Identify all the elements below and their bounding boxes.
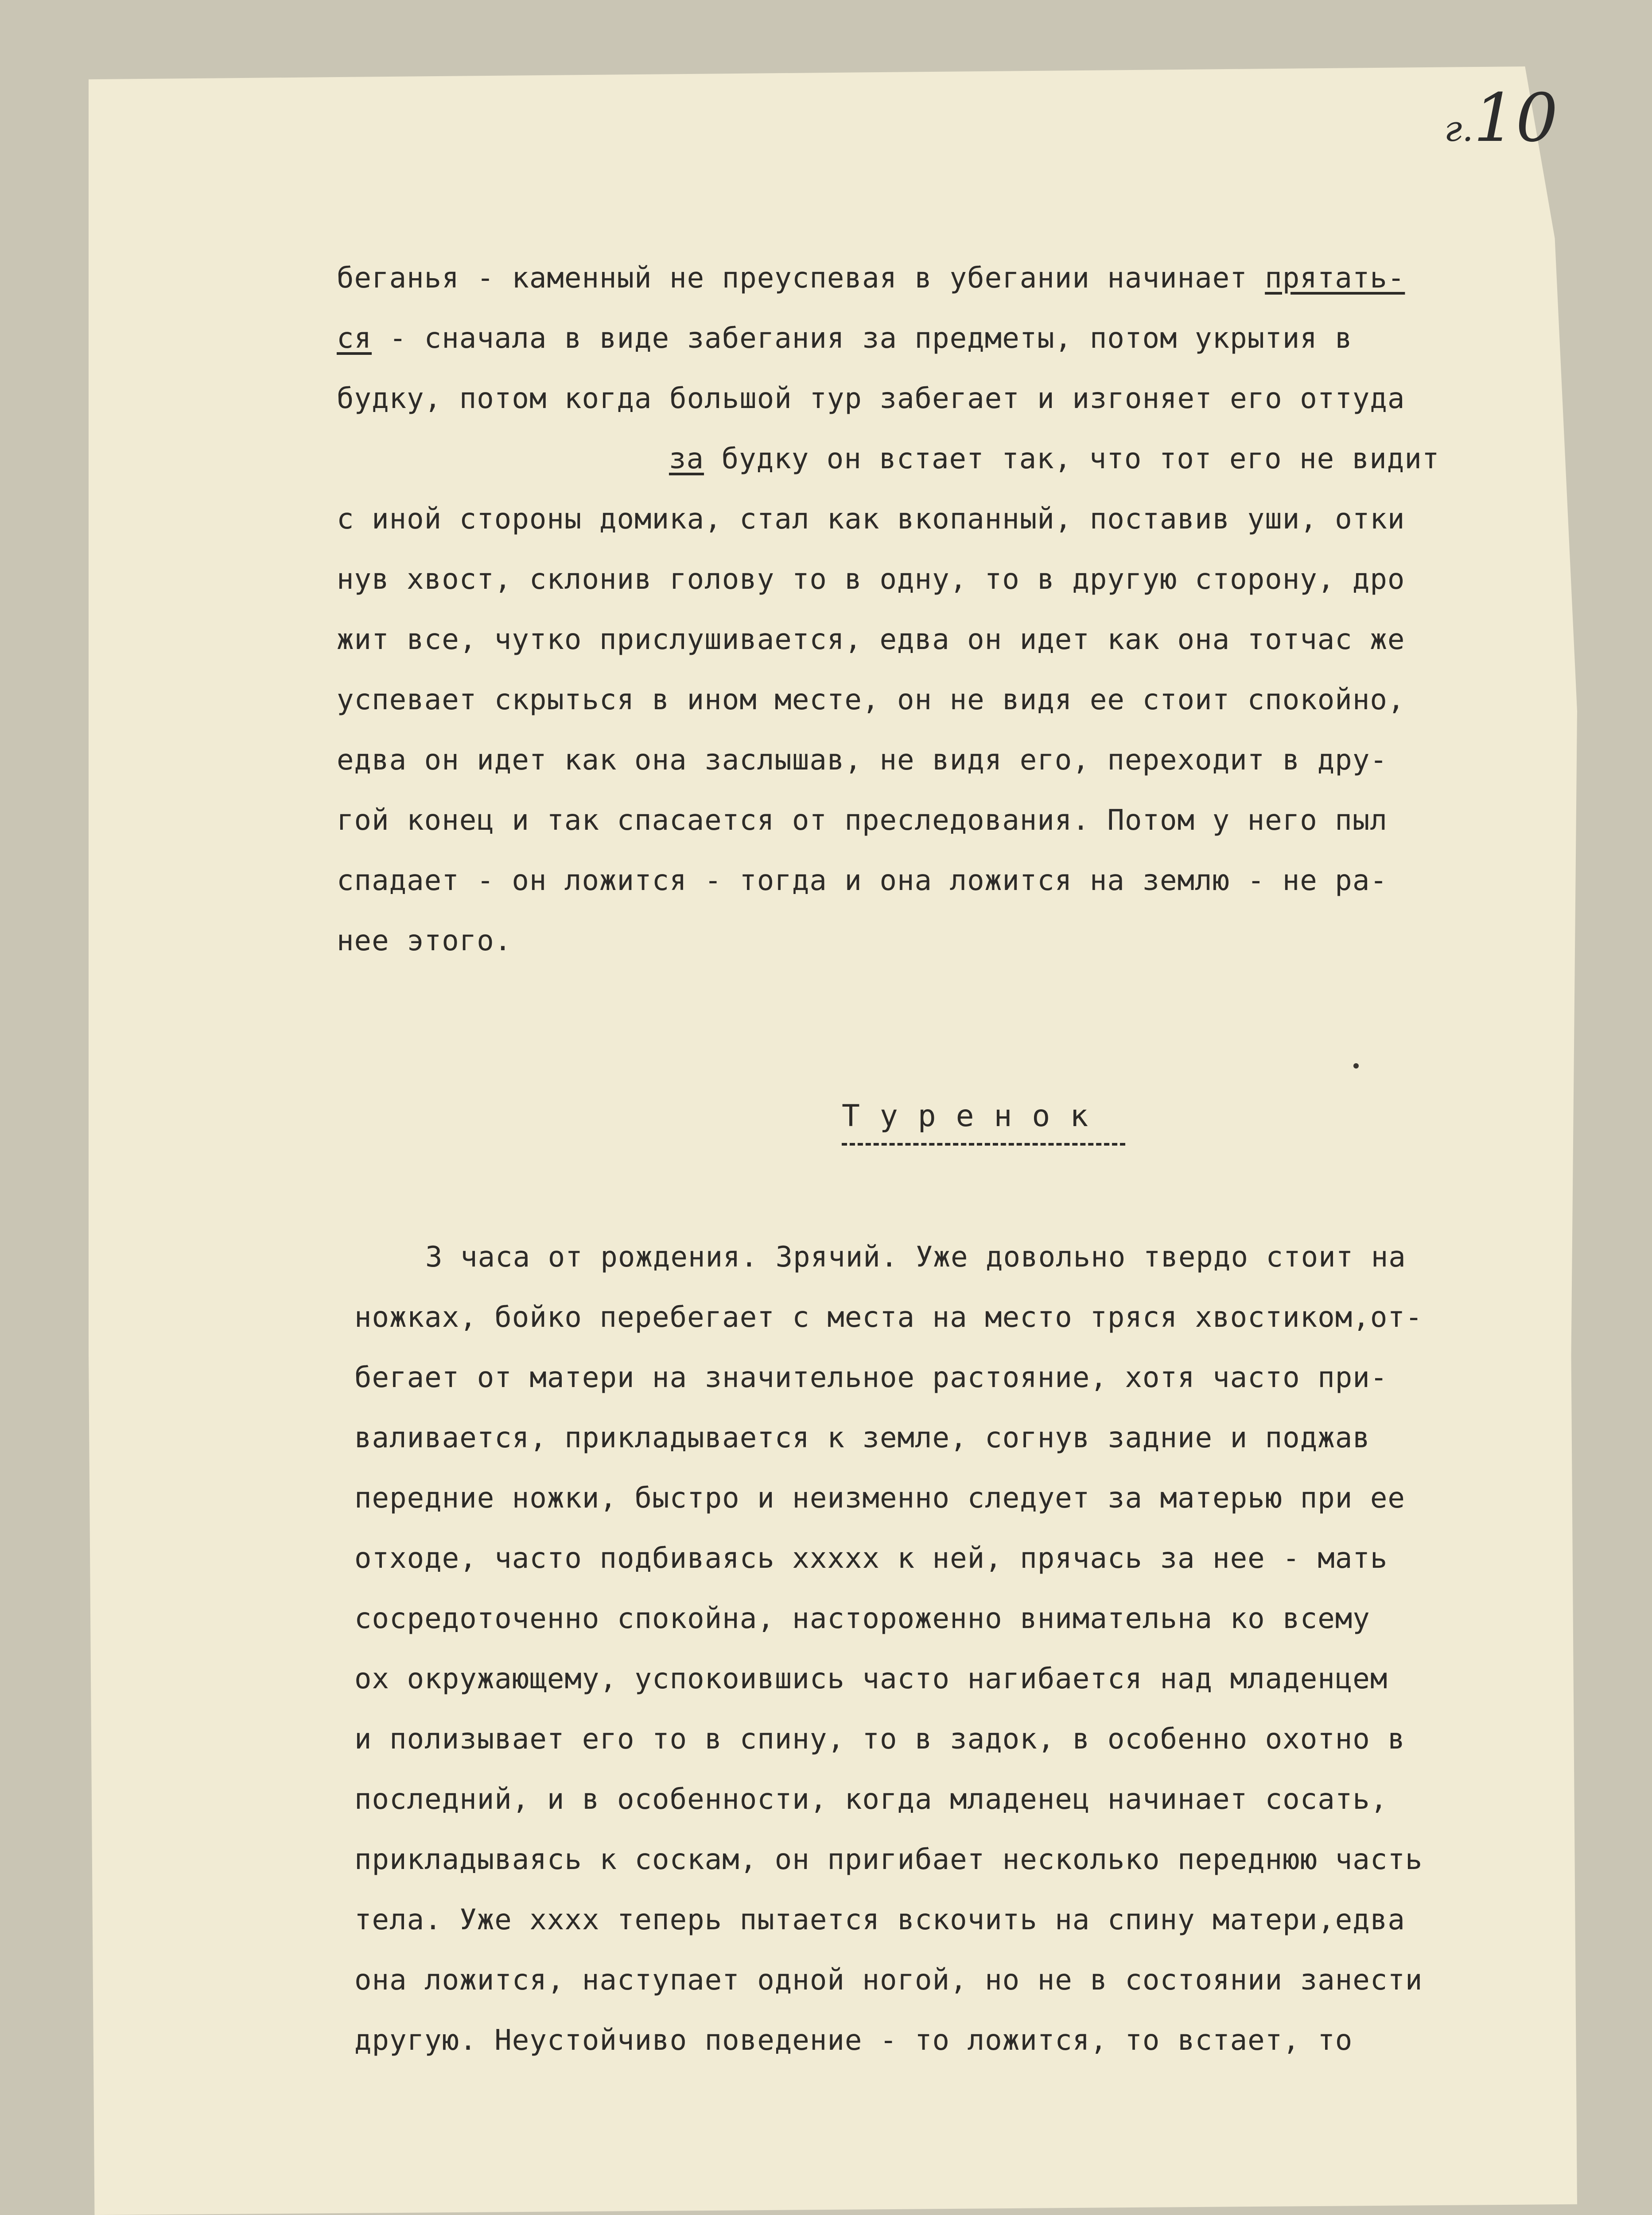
text-line: гой конец и так спасается от преследования. Потом у него пыл xyxy=(337,804,1388,837)
text-line: нув хвост, склонив голову то в одну, то в другую сторону, дро xyxy=(337,563,1405,596)
text-line: беганья - каменный не преуспевая в убегании начинает прятать- xyxy=(337,262,1405,295)
underlined-word: ся xyxy=(337,322,372,355)
text-line: последний, и в особенности, когда младенец начинает сосать, xyxy=(354,1783,1388,1816)
text-line: ох окружающему, успокоившись часто нагибается над младенцем xyxy=(354,1663,1388,1695)
paragraph-1 xyxy=(337,248,1439,971)
text-line: жит все, чутко прислушивается, едва он идет как она тотчас же xyxy=(337,623,1405,656)
text-line: бегает от матери на значительное растояние, хотя часто при- xyxy=(354,1361,1388,1394)
text-line: будку, потом когда большой тур забегает и изгоняет его оттуда xyxy=(337,382,1405,415)
text-line: она ложится, наступает одной ногой, но не в состоянии занести xyxy=(354,1964,1423,1997)
text-line: передние ножки, быстро и неизменно следует за матерью при ее xyxy=(354,1482,1405,1515)
text-line: с иной стороны домика, стал как вкопанный, поставив уши, отки xyxy=(337,503,1405,536)
text-line: успевает скрыться в ином месте, он не видя ее стоит спокойно, xyxy=(337,684,1405,716)
page-number-prefix: г. xyxy=(1444,108,1473,149)
text-line: сосредоточенно спокойна, настороженно внимательна ко всему xyxy=(354,1602,1370,1635)
text-line: другую. Неустойчиво поведение - то ложится, то встает, то xyxy=(354,2024,1353,2057)
text-line: тела. Уже xxxx теперь пытается вскочить на спину матери,едва xyxy=(354,1904,1405,1936)
text-line: спадает - он ложится - тогда и она ложится на землю - не ра- xyxy=(337,864,1388,897)
underlined-word: прятать- xyxy=(1265,262,1405,295)
page-number xyxy=(1444,80,1558,157)
text-line: нее этого. xyxy=(337,925,512,957)
text-line: прикладываясь к соскам, он пригибает несколько переднюю часть xyxy=(354,1843,1423,1876)
text-line: отходе, часто подбиваясь xxxxx к ней, прячась за нее - мать xyxy=(354,1542,1388,1575)
text-line: 3 часа от рождения. Зрячий. Уже довольно твердо стоит на xyxy=(425,1241,1406,1274)
ink-spot xyxy=(1353,1063,1359,1069)
section-heading: Т у р е н о к xyxy=(842,1099,1089,1134)
underlined-word: за xyxy=(669,443,704,475)
page-number-value: 10 xyxy=(1473,80,1558,157)
text-line: валивается, прикладывается к земле, согнув задние и поджав xyxy=(354,1422,1370,1454)
text-line: ножках, бойко перебегает с места на место тряся хвостиком,от- xyxy=(354,1301,1423,1334)
heading-underline xyxy=(842,1143,1125,1146)
paragraph-2 xyxy=(354,1227,1423,2071)
text-line: за будку он встает так, что тот его не видит xyxy=(669,443,1440,475)
text-line: и полизывает его то в спину, то в задок, в особенно охотно в xyxy=(354,1723,1405,1756)
text-line: ся - сначала в виде забегания за предметы, потом укрытия в xyxy=(337,322,1353,355)
text-line: едва он идет как она заслышав, не видя его, переходит в дру- xyxy=(337,744,1388,777)
